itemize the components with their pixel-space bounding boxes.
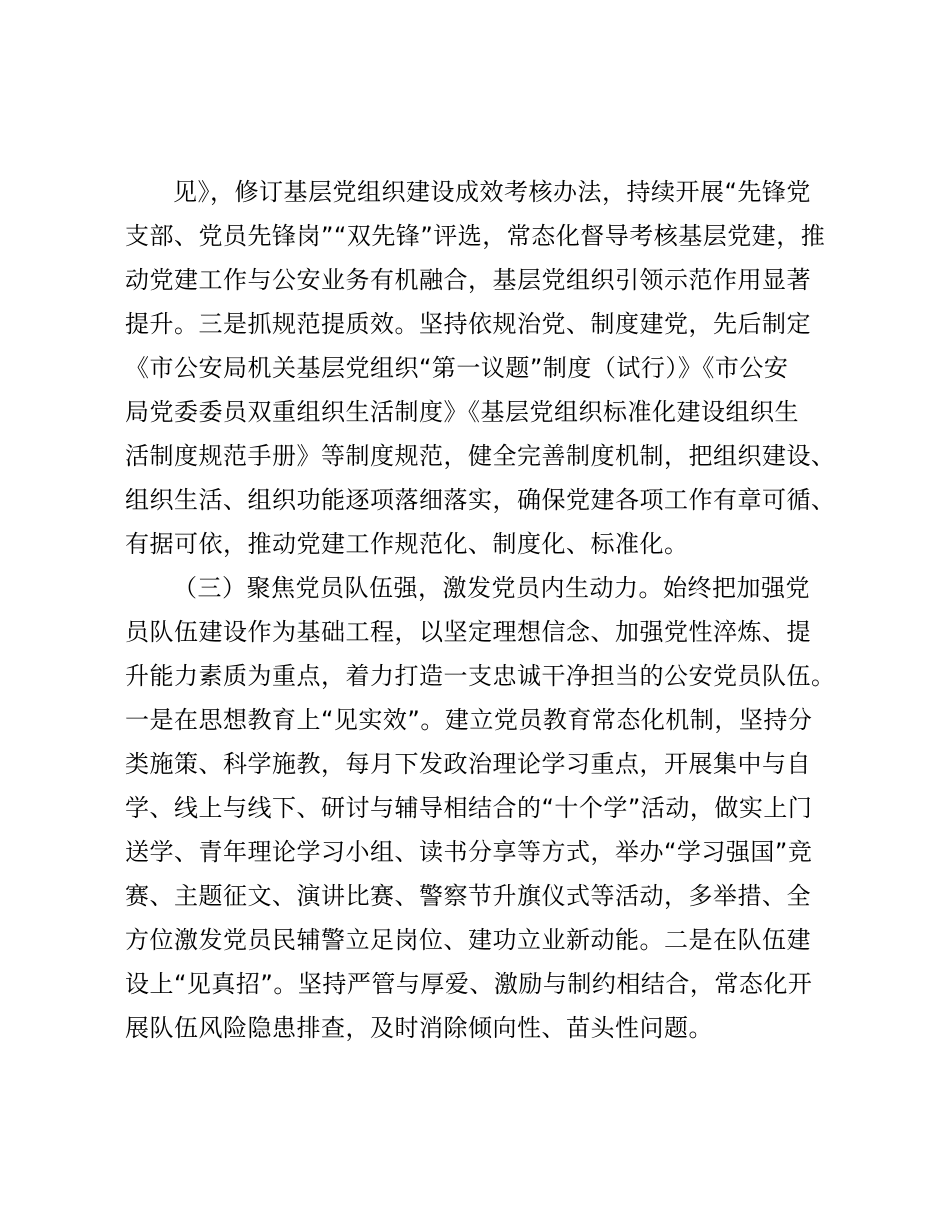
text-line: 动党建工作与公安业务有机融合，基层党组织引领示范作用显著 (125, 266, 811, 294)
section-heading-line: （三）聚焦党员队伍强，激发党员内生动力。始终把加强党 (173, 574, 810, 602)
text-line: 组织生活、组织功能逐项落细落实，确保党建各项工作有章可循、 (125, 486, 836, 514)
text-line: 活制度规范手册》等制度规范，健全完善制度机制，把组织建设、 (125, 442, 836, 470)
text-line: 员队伍建设作为基础工程，以坚定理想信念、加强党性淬炼、提 (125, 618, 811, 646)
text-line: 支部、党员先锋岗”“双先锋”评选，常态化督导考核基层党建，推 (125, 222, 826, 250)
text-line: 展队伍风险隐患排查，及时消除倾向性、苗头性问题。 (125, 1014, 713, 1042)
text-line: 局党委委员双重组织生活制度》《基层党组织标准化建设组织生 (125, 398, 799, 426)
text-line: 方位激发党员民辅警立足岗位、建功立业新动能。二是在队伍建 (125, 926, 811, 954)
text-line: 送学、青年理论学习小组、读书分享等方式，举办“学习强国”竞 (125, 838, 813, 866)
text-line: 提升。三是抓规范提质效。坚持依规治党、制度建党，先后制定 (125, 310, 811, 338)
text-line: 学、线上与线下、研讨与辅导相结合的“十个学”活动，做实上门 (125, 794, 813, 822)
text-line: 升能力素质为重点，着力打造一支忠诚干净担当的公安党员队伍。 (125, 662, 836, 690)
text-line: 《市公安局机关基层党组织“第一议题”制度（试行）》《市公安 (125, 354, 789, 382)
text-line: 设上“见真招”。坚持严管与厚爱、激励与制约相结合，常态化开 (125, 970, 813, 998)
text-line: 类施策、科学施教，每月下发政治理论学习重点，开展集中与自 (125, 750, 811, 778)
text-line: 赛、主题征文、演讲比赛、警察节升旗仪式等活动，多举措、全 (125, 882, 811, 910)
text-line: 有据可依，推动党建工作规范化、制度化、标准化。 (125, 530, 689, 558)
body-text (125, 170, 855, 1050)
text-line: 一是在思想教育上“见实效”。建立党员教育常态化机制，坚持分 (125, 706, 813, 734)
text-line: 见》，修订基层党组织建设成效考核办法，持续开展“先锋党 (173, 178, 811, 206)
